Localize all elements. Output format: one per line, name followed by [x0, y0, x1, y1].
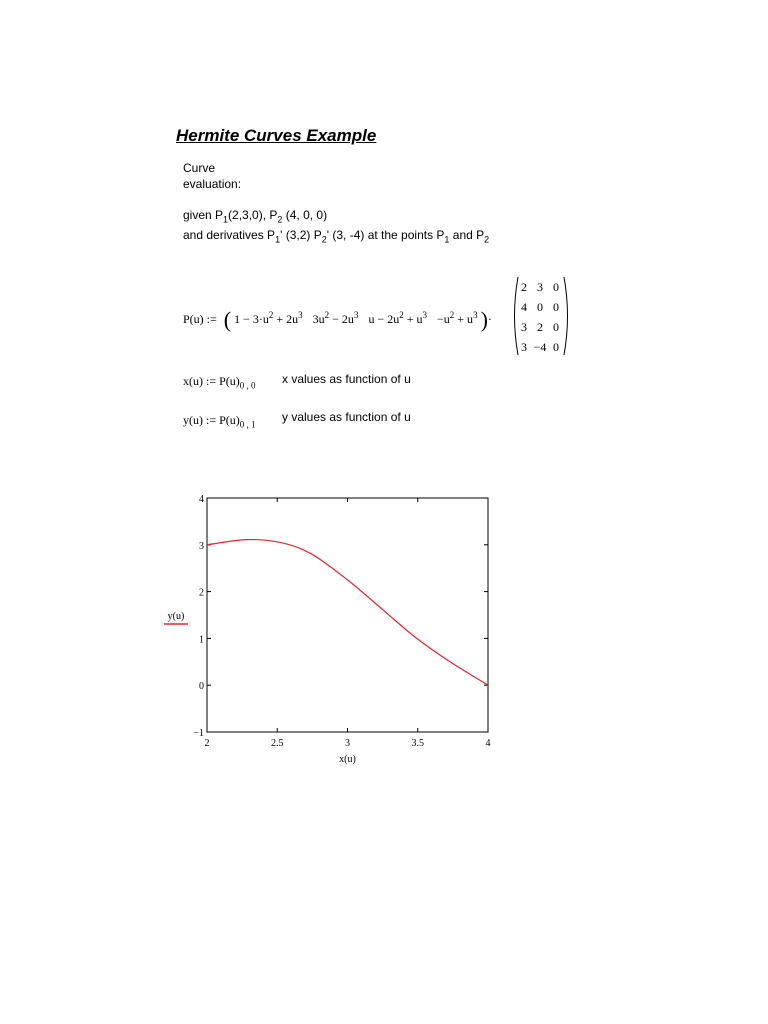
y-tick-label: 2	[199, 587, 204, 599]
x-def-sub: 0 , 0	[239, 380, 256, 391]
eq-term-4: − 2u	[329, 312, 354, 326]
eq-right-paren: )	[480, 307, 488, 332]
matrix-cell: 2	[521, 279, 527, 294]
y-tick-label: 0	[199, 681, 204, 693]
matrix-row	[516, 297, 564, 317]
x-tick-label: 2.5	[271, 738, 284, 749]
y-tick-label: 3	[199, 540, 204, 552]
given-points	[183, 207, 327, 223]
eq-term-3-exp: 2	[324, 310, 330, 320]
eq-term-8-exp: 3	[473, 310, 478, 320]
page-title: Hermite Curves Example	[176, 126, 377, 145]
eq-term-3: 3u	[312, 312, 325, 326]
given-text-a: given P	[183, 208, 224, 222]
control-matrix	[510, 275, 572, 357]
hermite-curve-chart	[0, 480, 768, 800]
eq-term-2: + 2u	[273, 312, 299, 326]
deriv-text-b: ' (3,2) P	[280, 228, 322, 242]
eq-term-8: + u	[454, 312, 474, 326]
eq-term-2-exp: 3	[298, 310, 303, 320]
y-tick-label: 1	[199, 634, 204, 646]
eq-term-5-exp: 2	[399, 310, 404, 320]
x-definition	[183, 374, 256, 391]
eq-term-4-exp: 3	[353, 310, 359, 320]
deriv-sub-2: 2	[321, 234, 327, 245]
matrix-cell: 4	[521, 299, 527, 314]
matrix-row	[516, 277, 564, 297]
x-tick-label: 4	[485, 738, 491, 749]
given-text-c: (4, 0, 0)	[282, 208, 328, 222]
matrix-table	[516, 277, 564, 357]
matrix-cell: 0	[553, 279, 559, 294]
deriv-text-c: ' (3, -4) at the points P	[326, 228, 445, 242]
x-tick-label: 3	[345, 738, 350, 749]
given-sub-2: 2	[277, 214, 283, 225]
eq-term-5: u − 2u	[368, 312, 400, 326]
y-definition	[183, 413, 256, 430]
deriv-sub-3: 1	[444, 234, 450, 245]
y-def-sub: 0 , 1	[239, 419, 256, 430]
deriv-text-a: and derivatives P	[183, 228, 276, 242]
eq-left-paren: (	[223, 307, 232, 332]
y-tick-label: −1	[193, 728, 204, 739]
x-tick-label: 2	[204, 738, 210, 749]
given-text-b: (2,3,0), P	[228, 208, 278, 222]
matrix-cell: −4	[533, 339, 547, 354]
eq-dot: ·	[487, 312, 492, 326]
matrix-cell: 0	[553, 299, 559, 314]
eq-term-7-exp: 2	[449, 310, 455, 320]
deriv-sub-1: 1	[275, 234, 281, 245]
y-definition-desc: y values as function of u	[282, 410, 411, 424]
matrix-cell: 2	[537, 319, 543, 334]
eq-term-6-exp: 3	[422, 310, 427, 320]
series-line	[207, 540, 488, 686]
given-sub-1: 1	[223, 214, 229, 225]
matrix-row	[516, 317, 564, 337]
matrix-row	[516, 337, 564, 357]
x-axis-label: x(u)	[339, 754, 356, 765]
eq-term-7: −u	[437, 312, 450, 326]
x-tick-label: 3.5	[411, 738, 424, 749]
eq-term-6: + u	[403, 312, 423, 326]
matrix-cell: 3	[521, 319, 527, 334]
deriv-sub-4: 2	[484, 234, 490, 245]
intro-line-1: Curve	[183, 161, 216, 175]
plot-frame	[207, 498, 488, 732]
matrix-cell: 0	[553, 339, 559, 354]
matrix-cell: 3	[537, 279, 543, 294]
eq-term-1-exp: 2	[268, 310, 274, 320]
eq-lhs: P(u) :=	[183, 312, 217, 326]
y-tick-label: 4	[199, 494, 204, 505]
intro-line-2: evaluation:	[183, 177, 242, 191]
derivatives-text	[183, 227, 489, 243]
matrix-cell: 0	[553, 319, 559, 334]
y-def-lhs: y(u) := P(u)	[183, 413, 240, 427]
matrix-cell: 0	[537, 299, 543, 314]
hermite-equation	[183, 307, 492, 332]
x-def-lhs: x(u) := P(u)	[183, 374, 240, 388]
eq-term-1: 1 − 3·u	[234, 312, 269, 326]
y-axis-label: y(u)	[167, 611, 185, 622]
deriv-text-d: and P	[449, 228, 485, 242]
matrix-cell: 3	[521, 339, 527, 354]
intro-text	[183, 160, 241, 192]
x-definition-desc: x values as function of u	[282, 372, 411, 386]
